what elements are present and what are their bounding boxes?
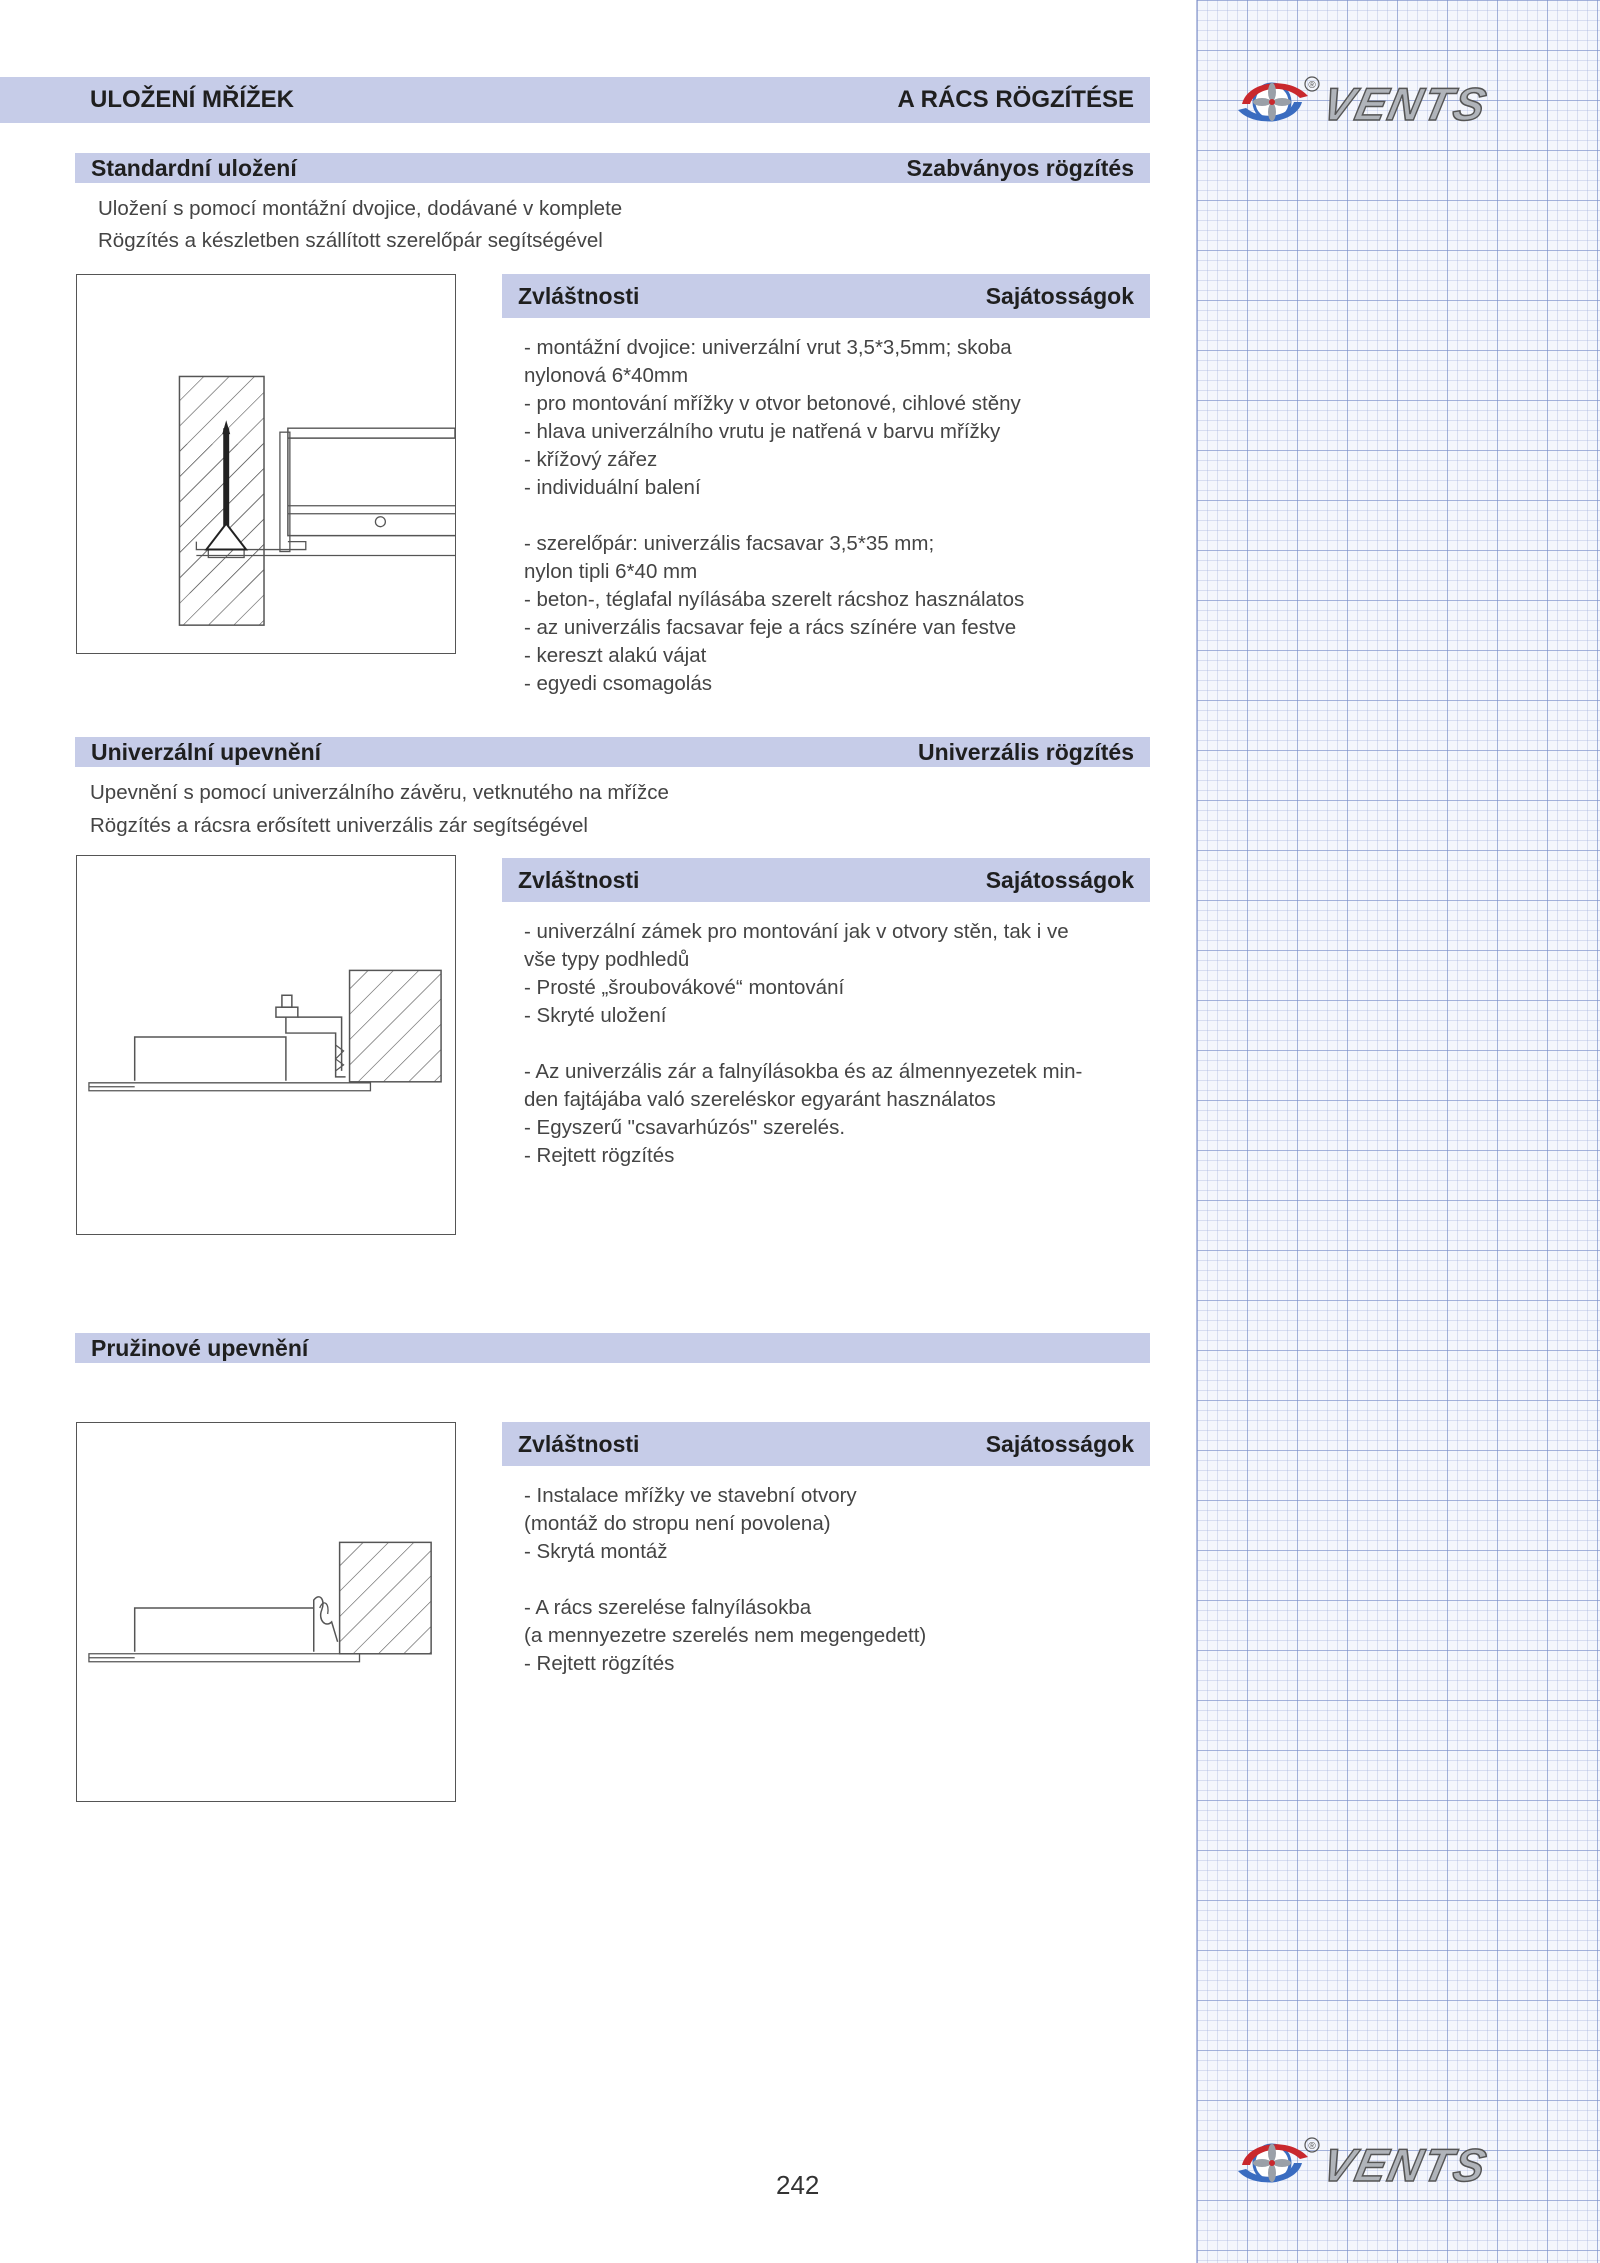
list-item: - Az univerzális zár a falnyílásokba és az álmennyezetek min- <box>524 1060 1083 1083</box>
section3-features-left: Zvláštnosti <box>518 1430 640 1457</box>
list-spacer <box>524 1030 1082 1058</box>
list-item: - univerzální zámek pro montování jak v otvory stěn, tak i ve <box>524 920 1069 943</box>
registered-mark: ® <box>1308 80 1316 91</box>
section2-features-right: Sajátosságok <box>985 866 1134 893</box>
section1-features-right: Sajátosságok <box>985 282 1134 309</box>
list-item: nylonová 6*40mm <box>524 364 689 387</box>
page-number: 242 <box>776 2170 820 2200</box>
list-item: - egyedi csomagolás <box>524 672 713 695</box>
universal-lock-diagram <box>77 856 455 1234</box>
list-item: - Rejtett rögzítés <box>524 1652 675 1675</box>
list-item: - Instalace mřížky ve stavební otvory <box>524 1484 857 1507</box>
section2-features-left: Zvláštnosti <box>518 866 640 893</box>
list-item: - křížový zářez <box>524 448 658 471</box>
list-item: den fajtájába való szereléskor egyaránt használatos <box>524 1088 996 1111</box>
section1-desc-hu: Rögzítés a készletben szállított szerelőpár segítségével <box>98 229 603 252</box>
list-item: - Prosté „šroubovákové“ montování <box>524 976 845 999</box>
list-item: - Rejtett rögzítés <box>524 1144 675 1167</box>
vents-logo-top <box>1230 74 1566 130</box>
list-item: (a mennyezetre szerelés nem megengedett) <box>524 1624 927 1647</box>
list-item: - Skryté uložení <box>524 1004 667 1027</box>
list-item: - az univerzális facsavar feje a rács színére van festve <box>524 616 1017 639</box>
section1-features-left: Zvláštnosti <box>518 282 640 309</box>
section1-title-left: Standardní uložení <box>91 154 297 181</box>
section2-feature-list <box>524 918 1082 1170</box>
section3-feature-list <box>524 1482 926 1678</box>
header-title-right: A RÁCS RÖGZÍTÉSE <box>897 86 1134 113</box>
page-header-bar <box>0 77 1150 123</box>
logo-wordmark: VENTS <box>1318 2139 1493 2191</box>
list-item: (montáž do stropu není povolena) <box>524 1512 831 1535</box>
list-item: - Egyszerű "csavarhúzós" szerelés. <box>524 1116 846 1139</box>
section3-features-right: Sajátosságok <box>985 1430 1134 1457</box>
section3-figure <box>76 1422 456 1802</box>
list-item: - szerelőpár: univerzális facsavar 3,5*35 mm; <box>524 532 935 555</box>
list-item: vše typy podhledů <box>524 948 690 971</box>
section2-title-right: Univerzális rögzítés <box>917 738 1134 765</box>
graph-paper-sidebar <box>1196 0 1600 2263</box>
list-item: - Skrytá montáž <box>524 1540 668 1563</box>
header-title-left: ULOŽENÍ MŘÍŽEK <box>90 86 294 113</box>
list-item: - A rács szerelése falnyílásokba <box>524 1596 812 1619</box>
section2-desc-cz: Upevnění s pomocí univerzálního závěru, vetknutého na mřížce <box>90 781 669 804</box>
section2-desc-hu: Rögzítés a rácsra erősített univerzális zár segítségével <box>90 814 588 837</box>
vents-logo-bottom <box>1230 2135 1566 2191</box>
section1-figure <box>76 274 456 654</box>
list-item: - individuální balení <box>524 476 701 499</box>
section2-figure <box>76 855 456 1235</box>
list-item: - beton-, téglafal nyílásába szerelt rácshoz használatos <box>524 588 1025 611</box>
section1-features-bar <box>502 274 1150 318</box>
section1-title-right: Szabványos rögzítés <box>906 154 1134 181</box>
section3-title-bar <box>75 1333 1150 1363</box>
section3-features-bar <box>502 1422 1150 1466</box>
section1-title-bar <box>75 153 1150 183</box>
list-item: nylon tipli 6*40 mm <box>524 560 698 583</box>
list-spacer <box>524 502 1024 530</box>
section2-title-bar <box>75 737 1150 767</box>
screw-mount-diagram <box>77 275 455 653</box>
spring-mount-diagram <box>77 1423 455 1801</box>
logo-wordmark: VENTS <box>1318 78 1493 130</box>
section1-feature-list <box>524 334 1024 698</box>
list-item: - kereszt alakú vájat <box>524 644 707 667</box>
list-spacer <box>524 1566 926 1594</box>
section1-desc-cz: Uložení s pomocí montážní dvojice, dodávané v komplete <box>98 197 623 220</box>
registered-mark: ® <box>1308 2141 1316 2152</box>
section3-title-left: Pružinové upevnění <box>91 1334 309 1361</box>
list-item: - pro montování mřížky v otvor betonové, cihlové stěny <box>524 392 1021 415</box>
list-item: - hlava univerzálního vrutu je natřená v barvu mřížky <box>524 420 1001 443</box>
section2-features-bar <box>502 858 1150 902</box>
section2-title-left: Univerzální upevnění <box>91 738 322 765</box>
list-item: - montážní dvojice: univerzální vrut 3,5*3,5mm; skoba <box>524 336 1012 359</box>
